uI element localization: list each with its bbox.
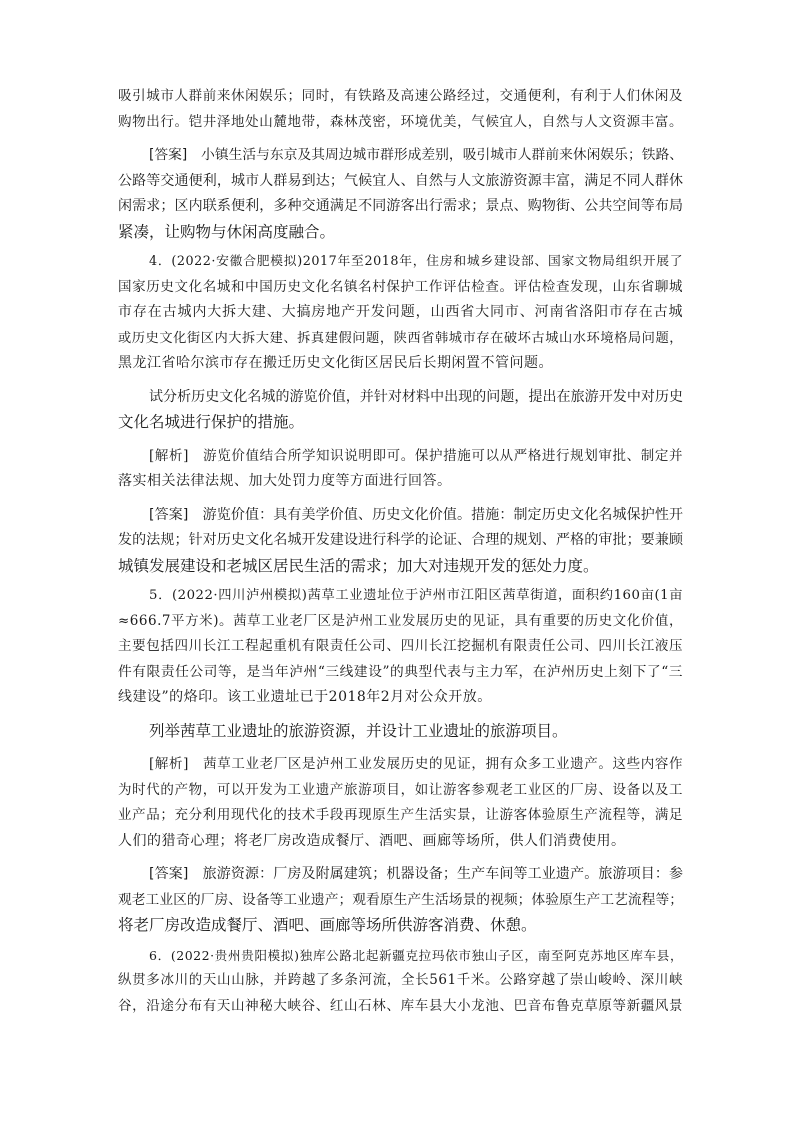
- text-line: 发的法规；针对历史文化名城开发建设进行科学的论证、合理的规划、严格的审批；要兼顾: [118, 532, 683, 548]
- text-line: 纵贯多冰川的天山山脉，并跨越了多条河流，全长561千米。公路穿越了崇山峻岭、深川峡: [118, 972, 683, 988]
- text-line: 列举茜草工业遗址的旅游资源，并设计工业遗址的旅游项目。: [149, 721, 568, 740]
- document-page: [118, 84, 683, 1019]
- passage-continuation: [118, 84, 683, 135]
- text-line: 将老厂房改造成餐厅、酒吧、画廊等场所供游客消费、休憩。: [118, 916, 537, 934]
- text-line: 闲需求；区内联系便利，多种交通满足不同游客出行需求；景点、购物街、公共空间等布局: [118, 198, 683, 214]
- question-4-answer: [118, 503, 683, 580]
- text-line: 人们的猎奇心理；将老厂房改造成餐厅、酒吧、画廊等场所，供人们消费使用。: [118, 832, 626, 849]
- text-line: 为时代的产物，可以开发为工业遗产旅游项目，如让游客参观老工业区的厂房、设备以及工: [118, 781, 683, 798]
- text-line: [解析] 游览价值结合所学知识说明即可。保护措施可以从严格进行规划审批、制定并: [149, 447, 683, 464]
- question-6-material: [118, 943, 683, 1020]
- text-line: 业产品；充分利用现代化的技术手段再现原生产生活实景，让游客体验原生产流程等，满足: [118, 807, 683, 823]
- text-line: ≈666.7平方米)。茜草工业老厂区是泸州工业发展历史的见证，具有重要的历史文化价值，: [118, 612, 683, 629]
- text-line: 购物出行。铠井泽地处山麓地带，森林茂密，环境优美，气候宜人，自然与人文资源丰富。: [118, 113, 683, 130]
- text-line: 主要包括四川长江工程起重机有限责任公司、四川长江挖掘机有限责任公司、四川长江液压: [118, 638, 683, 654]
- text-line: 谷，沿途分布有天山神秘大峡谷、红山石林、库车县大小龙池、巴音布鲁克草原等新疆风景: [118, 997, 683, 1014]
- answer-block-3: [118, 143, 683, 245]
- question-5-material: [118, 583, 683, 711]
- text-line: 5．(2022·四川泸州模拟)茜草工业遗址位于泸州市江阳区茜草街道，面积约160亩(1亩: [149, 588, 683, 603]
- text-line: 国家历史文化名城和中国历史文化名镇名村保护工作评估检查。评估检查发现，山东省聊城: [118, 278, 683, 295]
- question-5-prompt: [118, 719, 683, 745]
- question-5-answer: [118, 862, 683, 939]
- text-line: 城镇发展建设和老城区居民生活的需求；加大对违规开发的惩处力度。: [118, 556, 599, 575]
- question-5-analysis: [118, 752, 683, 854]
- text-line: 黑龙江省哈尔滨市存在搬迁历史文化街区居民后长期闲置不管问题。: [118, 355, 553, 371]
- text-line: 文化名城进行保护的措施。: [118, 413, 305, 431]
- text-line: 6．(2022·贵州贵阳模拟)独库公路北起新疆克拉玛依市独山子区，南至阿克苏地区库车县，: [149, 947, 683, 963]
- text-line: 落实相关法律法规、加大处罚力度等方面进行回答。: [118, 473, 452, 489]
- text-line: [答案] 游览价值：具有美学价值、历史文化价值。措施：制定历史文化名城保护性开: [149, 506, 683, 523]
- text-line: 件有限责任公司等，是当年泸州“三线建设”的典型代表与主力军，在泸州历史上刻下了“三: [118, 663, 683, 680]
- text-line: 观老工业区的厂房、设备等工业遗产；观看原生产生活场景的视频；体验原生产工艺流程等；: [118, 891, 683, 908]
- question-4-prompt: [118, 385, 683, 436]
- text-line: 吸引城市人群前来休闲娱乐；同时，有铁路及高速公路经过，交通便利，有利于人们休闲及: [118, 88, 683, 104]
- text-line: 紧凑，让购物与休闲高度融合。: [118, 222, 336, 241]
- text-line: 公路等交通便利，城市人群易到达；气候宜人、自然与人文旅游资源丰富，满足不同人群休: [118, 172, 683, 189]
- text-line: [解析] 茜草工业老厂区是泸州工业发展历史的见证，拥有众多工业遗产。这些内容作: [149, 756, 683, 772]
- text-line: 线建设”的烙印。该工业遗址已于2018年2月对公众开放。: [118, 689, 492, 705]
- text-line: 市存在古城内大拆大建、大搞房地产开发问题，山西省大同市、河南省洛阳市存在古城: [118, 304, 683, 320]
- question-4-analysis: [118, 444, 683, 495]
- text-line: 或历史文化街区内大拆大建、拆真建假问题，陕西省韩城市存在破坏古城山水环境格局问题，: [118, 330, 683, 346]
- text-line: [答案] 小镇生活与东京及其周边城市群形成差别，吸引城市人群前来休闲娱乐；铁路、: [149, 147, 683, 163]
- text-line: [答案] 旅游资源：厂房及附属建筑；机器设备；生产车间等工业遗产。旅游项目：参: [149, 866, 683, 882]
- question-4-material: [118, 249, 683, 377]
- text-line: 试分析历史文化名城的游览价值，并针对材料中出现的问题，提出在旅游开发中对历史: [149, 388, 683, 405]
- text-line: 4．(2022·安徽合肥模拟)2017年至2018年，住房和城乡建设部、国家文物局组织开展了: [149, 254, 683, 269]
